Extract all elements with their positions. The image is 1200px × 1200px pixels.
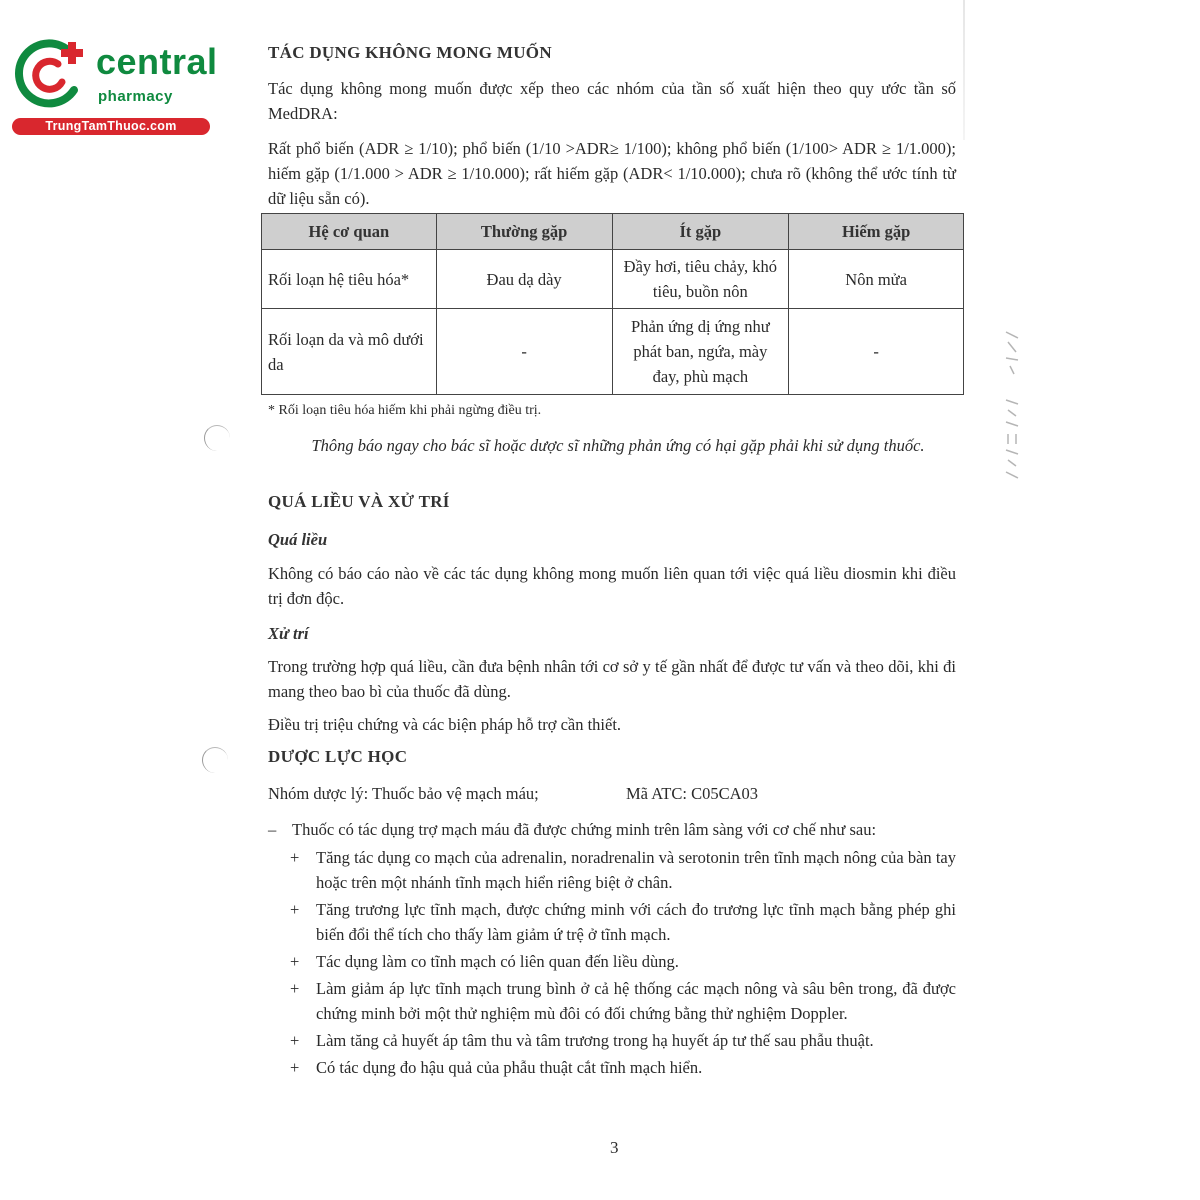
list-item-text: Tăng tác dụng co mạch của adrenalin, noradrenalin và serotonin trên tĩnh mạch nông của bàn tay hoặc trên một nhánh tĩnh mạch hiển riêng biệt ở chân.	[316, 848, 956, 892]
paragraph-treatment: Trong trường hợp quá liều, cần đưa bệnh nhân tới cơ sở y tế gần nhất để được tư vấn và theo dõi, khi đi mang theo bao bì của thuốc đã dùng.	[268, 657, 956, 701]
list-item	[290, 897, 956, 947]
mechanism-list	[290, 845, 956, 1080]
table-cell: Rối loạn da và mô dưới da	[262, 309, 437, 395]
list-item-text: Tăng trương lực tĩnh mạch, được chứng minh với cách đo trương lực tĩnh mạch bằng phép ghi biến đổi thể tích cho thấy làm giảm ứ trệ ở tĩnh mạch.	[316, 900, 956, 944]
pharmacy-cross-logo-icon	[12, 38, 92, 110]
faint-stamp-mark	[1002, 330, 1022, 480]
header-common: Thường gặp	[436, 214, 612, 250]
punch-hole-mark	[204, 425, 230, 451]
section-title-adverse-effects: TÁC DỤNG KHÔNG MONG MUỐN	[268, 43, 552, 62]
logo-brand-text: central	[96, 41, 218, 82]
plus-marker: +	[290, 979, 300, 998]
table-cell: Nôn mửa	[789, 250, 964, 309]
pharmacodynamics-intro: Thuốc có tác dụng trợ mạch máu đã được chứng minh trên lâm sàng với cơ chế như sau:	[292, 820, 877, 839]
dash-marker: –	[268, 820, 277, 839]
subheading-treatment: Xử trí	[268, 624, 309, 643]
list-item	[290, 949, 956, 974]
list-item	[290, 845, 956, 895]
subheading-overdose: Quá liều	[268, 530, 328, 549]
header-organ-system: Hệ cơ quan	[262, 214, 437, 250]
table-cell: -	[789, 309, 964, 395]
section-title-overdose: QUÁ LIỀU VÀ XỬ TRÍ	[268, 492, 450, 511]
table-cell: Đau dạ dày	[436, 250, 612, 309]
plus-marker: +	[290, 1058, 300, 1077]
header-uncommon: Ít gặp	[612, 214, 789, 250]
notice-report-adverse: Thông báo ngay cho bác sĩ hoặc dược sĩ những phản ứng có hại gặp phải khi sử dụng thuốc.	[311, 436, 925, 455]
list-item	[290, 976, 956, 1026]
logo-sub-text: pharmacy	[98, 88, 173, 105]
atc-code: Mã ATC: C05CA03	[626, 784, 759, 803]
paragraph-overdose: Không có báo cáo nào về các tác dụng không mong muốn liên quan tới việc quá liều diosmin khi điều trị đơn độc.	[268, 564, 956, 608]
table-row	[262, 309, 964, 395]
list-item-text: Tác dụng làm co tĩnh mạch có liên quan đến liều dùng.	[316, 952, 679, 971]
table-header-row	[262, 214, 964, 250]
plus-marker: +	[290, 1031, 300, 1050]
pharmacologic-group: Nhóm dược lý: Thuốc bảo vệ mạch máu;	[268, 784, 539, 803]
table-row	[262, 250, 964, 309]
list-item	[290, 1028, 956, 1053]
header-rare: Hiếm gặp	[789, 214, 964, 250]
adverse-effects-table	[261, 213, 964, 395]
list-item-text: Có tác dụng đo hậu quả của phẫu thuật cắt tĩnh mạch hiển.	[316, 1058, 703, 1077]
plus-marker: +	[290, 900, 300, 919]
plus-marker: +	[290, 848, 300, 867]
paragraph-meddra-intro: Tác dụng không mong muốn được xếp theo các nhóm của tần số xuất hiện theo quy ước tần số MedDRA:	[268, 79, 956, 123]
paragraph-symptomatic: Điều trị triệu chứng và các biện pháp hỗ trợ cần thiết.	[268, 715, 622, 734]
table-cell: Phản ứng dị ứng như phát ban, ngứa, mày đay, phù mạch	[612, 309, 789, 395]
plus-marker: +	[290, 952, 300, 971]
list-item-text: Làm giảm áp lực tĩnh mạch trung bình ở cả hệ thống các mạch nông và sâu bên trong, đã được chứng minh bởi một thử nghiệm mù đôi có đối chứng bằng thử nghiệm Doppler.	[316, 979, 956, 1023]
table-cell: -	[436, 309, 612, 395]
list-item-text: Làm tăng cả huyết áp tâm thu và tâm trương trong hạ huyết áp tư thế sau phẫu thuật.	[316, 1031, 874, 1050]
logo-url-banner: TrungTamThuoc.com	[12, 118, 210, 135]
table-cell: Đầy hơi, tiêu chảy, khó tiêu, buồn nôn	[612, 250, 789, 309]
section-title-pharmacodynamics: DƯỢC LỰC HỌC	[268, 747, 408, 766]
list-item	[290, 1055, 956, 1080]
paragraph-frequency-definitions: Rất phổ biến (ADR ≥ 1/10); phổ biến (1/10 >ADR≥ 1/100); không phổ biến (1/100> ADR ≥ 1/1.000); hiếm gặp (1/1.000 > ADR ≥ 1/10.000); rất hiếm gặp (ADR< 1/10.000); chưa rõ (không thể ước tính từ dữ liệu sẵn có).	[268, 139, 956, 208]
table-footnote: * Rối loạn tiêu hóa hiếm khi phải ngừng điều trị.	[268, 403, 542, 418]
table-cell: Rối loạn hệ tiêu hóa*	[262, 250, 437, 309]
punch-hole-mark	[202, 747, 228, 773]
scan-edge-line	[963, 0, 965, 140]
central-pharmacy-logo	[10, 38, 218, 138]
page-number: 3	[610, 1138, 619, 1157]
